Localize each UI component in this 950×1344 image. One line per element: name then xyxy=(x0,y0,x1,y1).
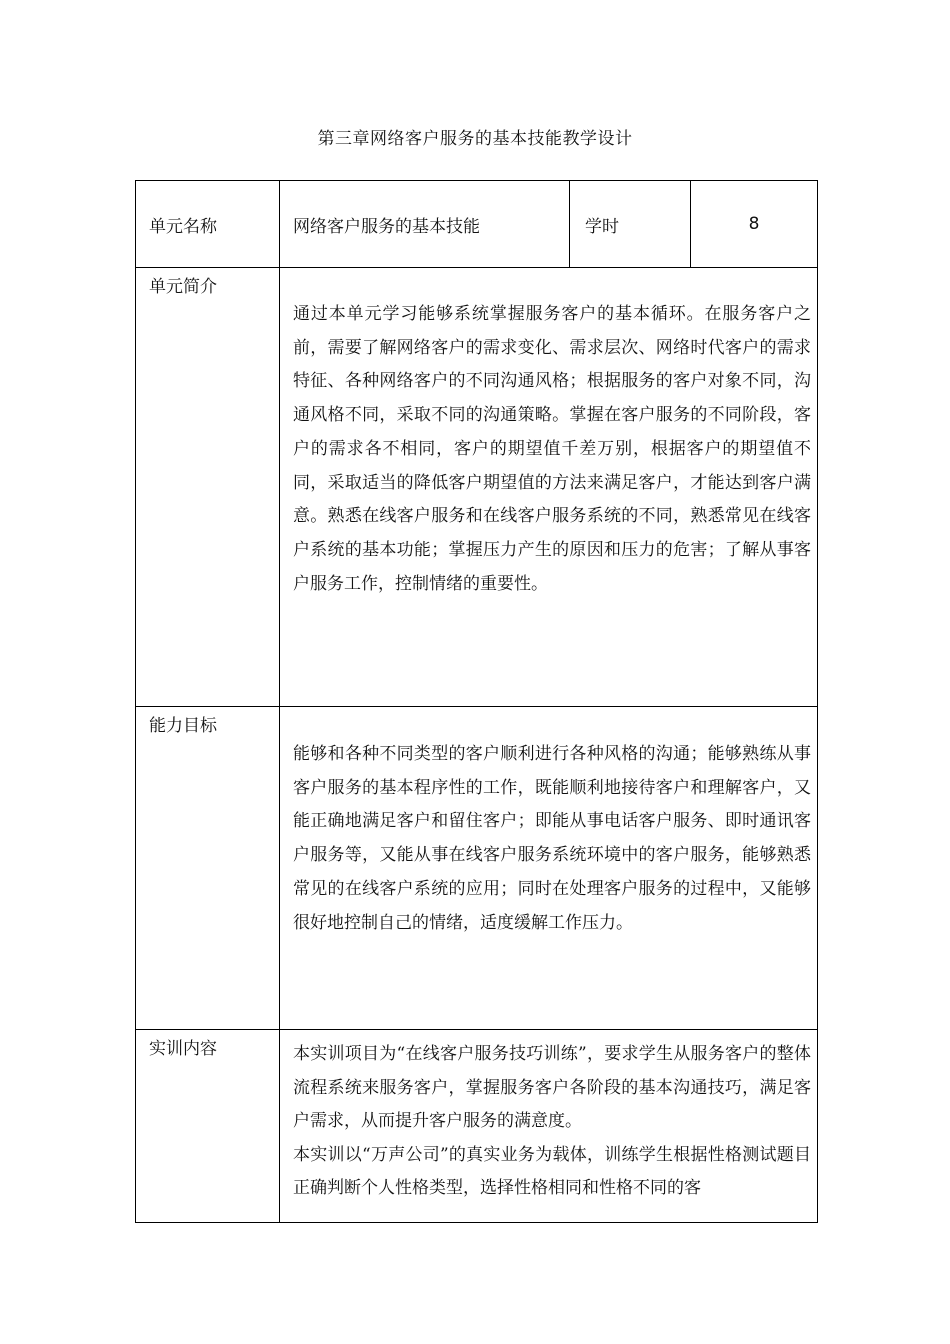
training-cell xyxy=(280,1030,818,1223)
training-paragraph-2: 本实训以“万声公司”的真实业务为载体，训练学生根据性格测试题目正确判断个人性格类型，选择性格相同和性格不同的客 xyxy=(293,1144,811,1198)
intro-cell xyxy=(280,268,818,707)
goal-cell xyxy=(280,707,818,1030)
unit-name-value: 网络客户服务的基本技能 xyxy=(280,181,570,268)
training-label: 实训内容 xyxy=(136,1030,280,1223)
table-row-goal xyxy=(136,707,818,1030)
hours-label: 学时 xyxy=(570,181,691,268)
training-paragraph-1: 本实训项目为“在线客户服务技巧训练”，要求学生从服务客户的整体流程系统来服务客户，掌握服务客户各阶段的基本沟通技巧，满足客户需求，从而提升客户服务的满意度。 xyxy=(293,1044,811,1131)
table-row-intro xyxy=(136,268,818,707)
table-row-unit xyxy=(136,181,818,268)
page-title: 第三章网络客户服务的基本技能教学设计 xyxy=(317,129,633,149)
table-row-training xyxy=(136,1030,818,1223)
goal-text: 能够和各种不同类型的客户顺利进行各种风格的沟通；能够熟练从事客户服务的基本程序性的工作，既能顺利地接待客户和理解客户，又能正确地满足客户和留住客户；即能从事电话客户服务、即时通讯客户服务等，又能从事在线客户服务系统环境中的客户服务，能够熟悉常见的在线客户系统的应用；同时在处理客户服务的过程中，又能够很好地控制自己的情绪，适度缓解工作压力。 xyxy=(293,744,811,933)
intro-text: 通过本单元学习能够系统掌握服务客户的基本循环。在服务客户之前，需要了解网络客户的需求变化、需求层次、网络时代客户的需求特征、各种网络客户的不同沟通风格；根据服务的客户对象不同，沟通风格不同，采取不同的沟通策略。掌握在客户服务的不同阶段，客户的需求各不相同，客户的期望值千差万别，根据客户的期望值不同，采取适当的降低客户期望值的方法来满足客户，才能达到客户满意。熟悉在线客户服务和在线客户服务系统的不同，熟悉常见在线客户系统的基本功能；掌握压力产生的原因和压力的危害；了解从事客户服务工作，控制情绪的重要性。 xyxy=(293,304,811,594)
hours-value: 8 xyxy=(691,181,818,268)
goal-label: 能力目标 xyxy=(136,707,280,1030)
unit-name-label: 单元名称 xyxy=(136,181,280,268)
intro-label: 单元简介 xyxy=(136,268,280,707)
lesson-design-table xyxy=(135,180,818,1223)
